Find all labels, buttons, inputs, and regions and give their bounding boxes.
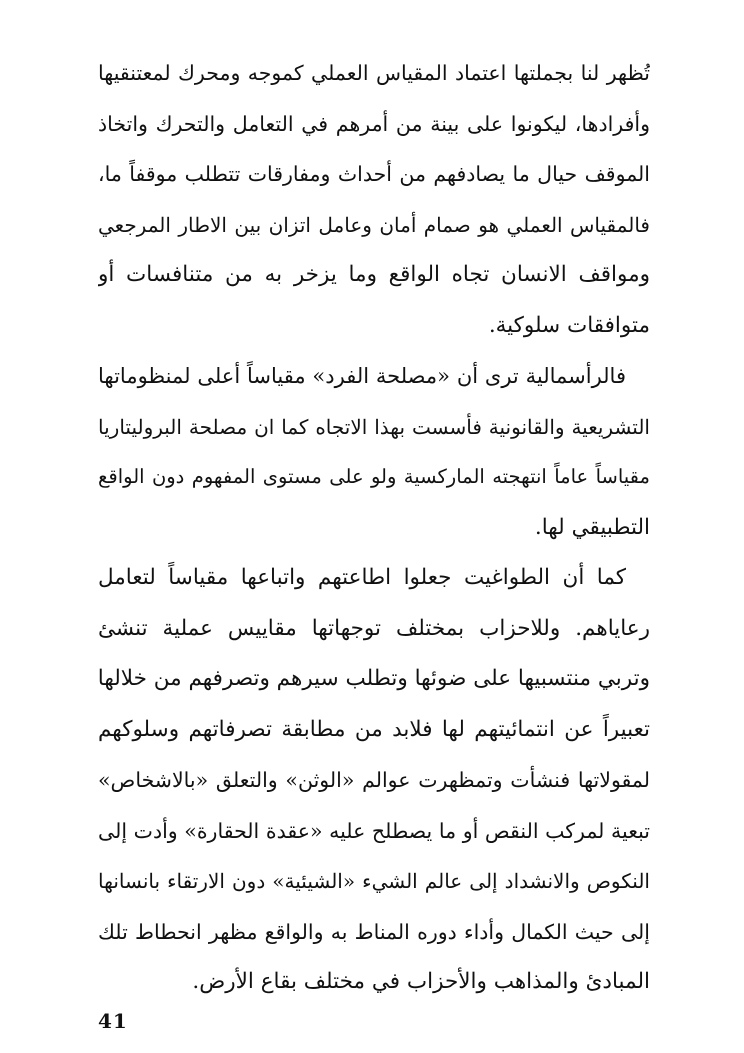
text-line: فالمقياس العملي هو صمام أمان وعامل اتزان بين الاطار المرجعي [98, 212, 650, 237]
text-line: لمقولاتها فنشأت وتمظهرت عوالم «الوثن» والتعلق «بالاشخاص» [98, 768, 650, 792]
text-line: التشريعية والقانونية فأسست بهذا الاتجاه كما ان مصلحة البروليتاريا [98, 414, 650, 439]
text-line: وتربي منتسبيها على ضوئها وتطلب سيرهم وتصرفهم من خلالها [98, 666, 650, 691]
text-line: المبادئ والمذاهب والأحزاب في مختلف بقاع الأرض. [192, 969, 650, 994]
text-line: الموقف حيال ما يصادفهم من أحداث ومفارقات تتطلب موقفاً ما، [98, 162, 650, 186]
text-line: رعاياهم. وللاحزاب بمختلف توجهاتها مقاييس عملية تنشئ [98, 615, 650, 641]
text-line: فالرأسمالية ترى أن «مصلحة الفرد» مقياساً أعلى لمنظوماتها [98, 364, 626, 388]
text-line: مقياساً عاماً انتهجته الماركسية ولو على مستوى المفهوم دون الواقع [98, 465, 650, 488]
text-line: التطبيقي لها. [534, 514, 650, 540]
text-line: تُظهر لنا بجملتها اعتماد المقياس العملي كموجه ومحرك لمعتنقيها [98, 61, 650, 85]
text-line: ومواقف الانسان تجاه الواقع وما يزخر به من متنافسات أو [98, 262, 650, 287]
page-number: 41 [98, 1009, 128, 1033]
text-line: تبعية لمركب النقص أو ما يصطلح عليه «عقدة الحقارة» وأدت إلى [98, 818, 650, 843]
document-body [98, 48, 650, 1008]
text-line: إلى حيث الكمال وأداء دوره المناط به والواقع مظهر انحطاط تلك [98, 919, 650, 944]
text-line: متوافقات سلوكية. [488, 312, 650, 338]
text-line: وأفرادها، ليكونوا على بينة من أمرهم في التعامل والتحرك واتخاذ [98, 111, 650, 136]
text-line: تعبيراً عن انتمائيتهم لها فلابد من مطابقة تصرفاتهم وسلوكهم [98, 716, 650, 742]
text-line: كما أن الطواغيت جعلوا اطاعتهم واتباعها مقياساً لتعامل [98, 565, 626, 590]
text-line: النكوص والانشداد إلى عالم الشيء «الشيئية» دون الارتقاء بانسانها [98, 869, 650, 893]
